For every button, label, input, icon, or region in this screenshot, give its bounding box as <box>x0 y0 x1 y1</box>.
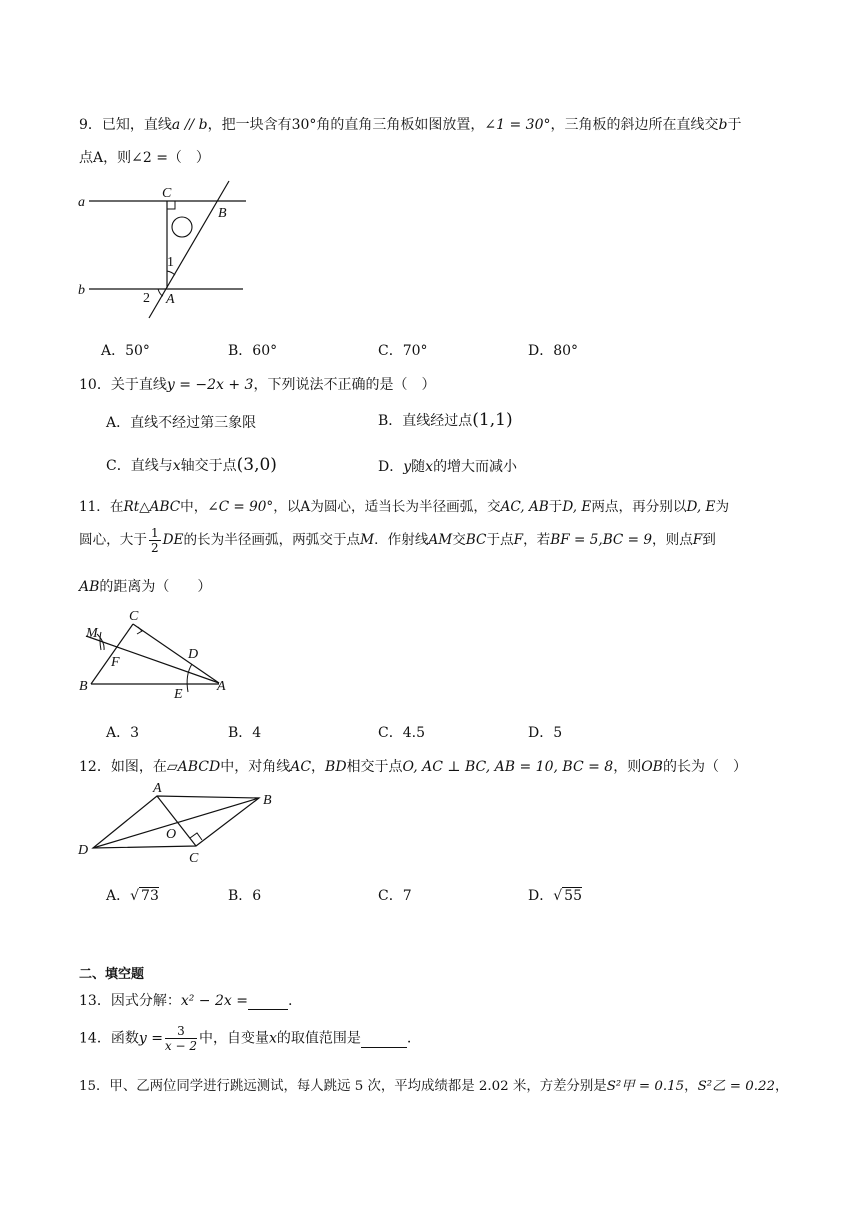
q11-label-B: B <box>79 679 88 694</box>
q11-label-A: A <box>217 679 226 694</box>
q9-option-a[interactable]: A．50° <box>101 343 150 359</box>
q13-line: 13．因式分解：x² − 2x = . <box>79 993 293 1009</box>
q11-label-E: E <box>174 687 183 702</box>
q11-label-M: M <box>86 626 98 641</box>
q12-label-O: O <box>166 827 177 842</box>
q11-label-D: D <box>188 647 199 662</box>
q12-option-b[interactable]: B．6 <box>228 888 262 904</box>
q12-label-C: C <box>189 851 199 866</box>
q12-option-c[interactable]: C．7 <box>378 888 412 904</box>
q11-line3: AB的距离为（ ） <box>79 579 212 595</box>
q14-fraction: $\frac{3}{x - 2}$ <box>164 1024 198 1053</box>
q12-label-A: A <box>153 781 162 796</box>
q10-stem: 10．关于直线y = −2x + 3，下列说法不正确的是（ ） <box>79 377 436 393</box>
q11-line1: 11．在Rt△ABC中，∠C = 90°，以A为圆心，适当长为半径画弧，交AC, AB于D, E两点，再分别以D, E为 <box>79 499 730 515</box>
half-fraction: $\frac{1}{2}$ <box>150 526 159 555</box>
section-title-fill-in: 二、填空题 <box>79 967 145 982</box>
q11-option-a[interactable]: A．3 <box>106 725 140 741</box>
q9-label-a: a <box>78 195 85 210</box>
q9-line2: 点A，则∠2 =（ ） <box>79 150 210 166</box>
q10-option-c[interactable]: C．直线与x轴交于点(3,0) <box>106 455 277 475</box>
q9-option-d[interactable]: D．80° <box>528 343 579 359</box>
q14-answer-blank[interactable] <box>361 1031 407 1048</box>
q11-option-c[interactable]: C．4.5 <box>378 725 425 741</box>
q9-line1: 9．已知，直线a // b，把一块含有30°角的直角三角板如图放置，∠1 = 30°，三角板的斜边所在直线交b于 <box>79 117 742 133</box>
q12-label-B: B <box>263 793 272 808</box>
q9-label-C: C <box>162 186 172 201</box>
q11-label-F: F <box>111 655 120 670</box>
q12-label-D: D <box>78 843 89 858</box>
q9-label-B: B <box>218 206 227 221</box>
q9-label-1: 1 <box>167 255 174 270</box>
q11-line2: 圆心，大于 $\frac{1}{2}$ DE的长为半径画弧，两弧交于点M．作射线AM交BC于点F，若BF = 5,BC = 9，则点F到 <box>79 526 716 555</box>
q12-option-a[interactable]: A．√ 73 <box>106 888 159 904</box>
q14-line: 14．函数y = $\frac{3}{x - 2}$ 中，自变量x的取值范围是 . <box>79 1024 412 1053</box>
q12-option-d[interactable]: D．√ 55 <box>528 888 582 904</box>
q11-label-C: C <box>129 609 139 624</box>
q13-answer-blank[interactable] <box>248 993 288 1010</box>
q9-option-c[interactable]: C．70° <box>378 343 428 359</box>
q11-option-d[interactable]: D．5 <box>528 725 563 741</box>
q9-label-2: 2 <box>143 291 150 306</box>
q10-option-b[interactable]: B．直线经过点(1,1) <box>378 410 513 430</box>
q9-label-A: A <box>166 292 175 307</box>
q11-option-b[interactable]: B．4 <box>228 725 262 741</box>
q9-label-b: b <box>78 283 85 298</box>
q9-option-b[interactable]: B．60° <box>228 343 278 359</box>
q15-line: 15．甲、乙两位同学进行跳远测试，每人跳远 5 次，平均成绩都是 2.02 米，方差分别是S²甲 = 0.15，S²乙 = 0.22， <box>79 1079 789 1094</box>
q12-stem: 12．如图，在▱ABCD中，对角线AC，BD相交于点O, AC ⊥ BC, AB = 10, BC = 8，则OB的长为（ ） <box>79 759 747 775</box>
q10-option-a[interactable]: A．直线不经过第三象限 <box>106 415 257 431</box>
q10-option-d[interactable]: D．y随x的增大而减小 <box>378 459 518 475</box>
